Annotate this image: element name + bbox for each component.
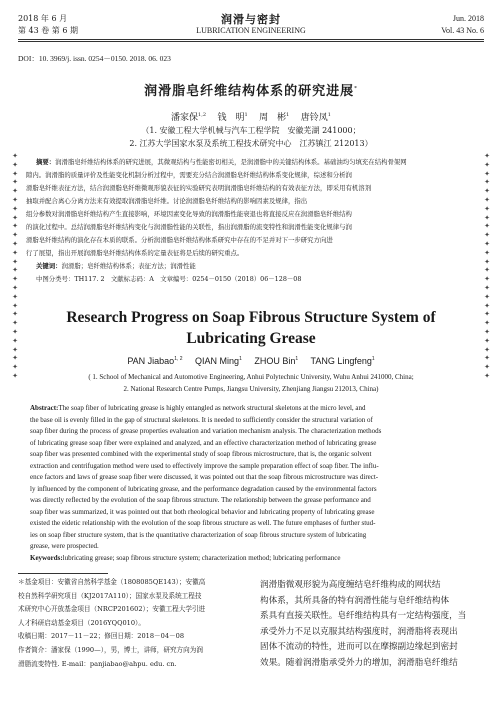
- journal-title-en: LUBRICATION ENGINEERING: [196, 26, 306, 35]
- keywords-cn: [26, 260, 476, 273]
- doi[interactable]: DOI：10. 3969/j. issn. 0254－0150. 2018. 06. 023: [18, 54, 171, 63]
- abstract-cn: [26, 156, 476, 286]
- abstract-en-label: Abstract:: [30, 404, 59, 412]
- abstract-cn-line: 滑脂皂纤维结构的演化存在本质的联系。分析润滑脂皂纤维结构体系研究中存在的不足并对下一步研究方向进: [26, 236, 333, 244]
- abstract-frame-left: ✦ ✦ ✦ ✦ ✦ ✦ ✦ ✦ ✦ ✦ ✦ ✦ ✦ ✦ ✦ ✦ ✦ ✦ ✦ ✦ ✦ ✦ ✦ ✦ ✦ ✦: [12, 152, 18, 380]
- authors-cn: [0, 110, 502, 124]
- abstract-en-line: the base oil is evenly filled in the gap of structural skeletons. It is needed to sufficiently consider the structural variation of: [30, 415, 373, 424]
- abstract-en-line: grease, were prospected.: [30, 542, 99, 550]
- abstract-cn-line: 的演化过程中。总结润滑脂皂纤维结构变化与润滑脂性能的关联性，指出润滑脂的流变特性和润滑性能变化规律与润: [26, 223, 352, 231]
- footnote-line: ＊基金项目：安徽省自然科学基金（1808085QE143）；安徽高: [18, 578, 206, 586]
- footnote-line: 作者简介：潘家保（1990—），男，博士，讲师，研究方向为润: [18, 645, 203, 654]
- keywords-cn-label: 关键词：: [36, 262, 62, 270]
- author: 潘家保: [171, 113, 199, 123]
- abstract-en-line: soap fiber was summarized, it was pointed out that both rheological behavior and lubricating property of lubricating grease: [30, 507, 375, 516]
- author-affil-sup: 1: [295, 356, 299, 362]
- abstract-en-line: soap fiber during the process of grease properties evaluation and variation mechanism analysis. The characterization methods: [30, 427, 382, 435]
- author-affil-sup: 1: [371, 356, 375, 362]
- keywords-en-label: Keywords:: [30, 553, 63, 562]
- article-title-en-2: Lubricating Grease: [186, 330, 316, 347]
- affiliation-en-1: ( 1. School of Mechanical and Automotive Engineering, Anhui Polytechnic University, Wuhu Anhui 241000, China;: [88, 373, 414, 381]
- body-line: 润滑脂微观形貌为高度缠结皂纤维构成的网状结: [260, 580, 441, 590]
- article-title-cn-text: 润滑脂皂纤维结构体系的研究进展: [144, 84, 355, 99]
- affiliation-en-2: 2. National Research Centre Pumps, Jiangsu University, Zhenjiang Jiangsu 212013, China): [123, 385, 379, 393]
- author: 唐铃凤: [300, 113, 328, 123]
- author-affil-sup: 1: [327, 112, 331, 118]
- abstract-en-line: extraction and centrifugation method were used to effectively improve the sample preparation effect of soap fiber. The influ-: [30, 461, 379, 470]
- article-title-en-1: Research Progress on Soap Fibrous Structure System of: [66, 309, 436, 326]
- abstract-en-line: was directly reflected by the evolution of the soap fibrous structure. The relationship between the grease performance and: [30, 496, 371, 504]
- footnote-line[interactable]: 滑脂流变特性. E-mail：panjiabao@ahpu. edu. cn.: [18, 659, 177, 668]
- footnote-line: 术研究中心开放基金项目（NRCP201602）；安徽工程大学引进: [18, 605, 206, 614]
- abstract-en-line: of lubricating grease soap fiber were explained and analyzed, and an effective characterization method of lubricating grease: [30, 438, 377, 447]
- title-footnote-mark: *: [354, 85, 358, 92]
- author-affil-sup: 1,2: [198, 112, 206, 118]
- abstract-cn-line: 滑脂皂纤维表征方法，结合润滑脂皂纤维微观形貌表征的实验研究表明润滑脂皂纤维结构的有效表征方法，即采用有机溶剂: [26, 184, 372, 192]
- abstract-frame-right: ✦ ✦ ✦ ✦ ✦ ✦ ✦ ✦ ✦ ✦ ✦ ✦ ✦ ✦ ✦ ✦ ✦ ✦ ✦ ✦ ✦ ✦ ✦ ✦ ✦ ✦: [484, 152, 490, 380]
- issue-date: 2018 年 6 月: [18, 14, 68, 23]
- body-line: 系具有直接关联性。皂纤维结构具有一定结构强度，当: [260, 611, 467, 621]
- author-en: PAN Jiabao: [127, 356, 175, 366]
- footnote-rule: [18, 573, 108, 574]
- keywords-cn-text: 润滑脂；皂纤维结构体系；表征方法；润滑性能: [61, 262, 196, 270]
- abstract-cn-label: 摘要：: [36, 158, 56, 166]
- author-affil-sup: 1: [286, 112, 290, 118]
- author-en: QIAN Ming: [195, 356, 240, 366]
- affiliation-cn-1: （1. 安徽工程大学机械与汽车工程学院 安徽芜湖 241000；: [141, 126, 361, 135]
- author: 周 彬: [259, 113, 287, 123]
- abstract-en-line: The soap fiber of lubricating grease is highly entangled as network structural skeletons at the micro level, and: [58, 404, 366, 412]
- keywords-en: [30, 553, 480, 565]
- author-affil-sup: 1, 2: [174, 356, 183, 362]
- abstract-cn-line: 润滑脂皂纤维结构体系的研究进展，其微观结构与性能密切相关，是润滑脂中的关键结构体系。基础油均匀填充在结构骨架网: [55, 158, 407, 166]
- journal-title-cn: 润滑与密封: [221, 13, 281, 26]
- abstract-cn-line: 组分参数对润滑脂皂纤维结构产生直接影响，环境因素变化导致的润滑脂性能衰退也将直接反应在润滑脂皂纤维结构: [26, 210, 352, 218]
- body-line: 固体不流动的特性，进而可以在摩擦副边缘起到密封: [260, 642, 458, 652]
- footnote-line: 人才科研启动基金项目（2016YQQ010）。: [18, 618, 145, 627]
- author: 钱 明: [217, 113, 245, 123]
- body-text-right: [260, 578, 484, 671]
- footnote-line: 收稿日期：2017－11－22；修回日期：2018－04－08: [18, 632, 185, 641]
- authors-en: [0, 356, 502, 366]
- abstract-en-line: ence factors and laws of grease soap fiber were discussed, it was pointed out that the soap fibrous microstructure was direct-: [30, 473, 379, 481]
- issue-date-en: Jun. 2018: [452, 14, 484, 23]
- author-en: ZHOU Bin: [254, 356, 296, 366]
- author-affil-sup: 1: [244, 112, 248, 118]
- abstract-cn-line: 隙内。润滑脂的质量评价及性能变化机制分析过程中，需要充分结合润滑脂皂纤维结构体系变化规律，综述和分析润: [26, 171, 352, 179]
- author-affil-sup: 1: [239, 356, 242, 362]
- body-line: 构体系，其所具备的特有润滑性能与皂纤维结构体: [260, 595, 450, 606]
- abstract-en: [30, 403, 480, 564]
- affiliation-cn-2: 2. 江苏大学国家水泵及系统工程技术研究中心 江苏镇江 212013）: [129, 139, 373, 148]
- abstract-cn-line: 抽取并配合离心分离方法来有效提取润滑脂皂纤维。讨论润滑脂皂纤维结构的影响因素及规律，指出: [26, 197, 308, 205]
- abstract-en-line: ly influenced by the component of lubricating grease, and the performance degradation caused by the environmental factors: [30, 484, 377, 493]
- footnote-line: 校自然科学研究项目（KJ2017A110）；国家水泵及系统工程技: [18, 591, 202, 600]
- volume-issue: 第 43 卷 第 6 期: [18, 26, 78, 35]
- abstract-en-line: existed the eidetic relationship with the evolution of the soap fibrous structure as well. The future emphases of further stud-: [30, 519, 376, 527]
- abstract-cn-line: 行了展望，指出开展润滑脂皂纤维结构体系的定量表征将是后续的研究重点。: [26, 249, 244, 257]
- volume-issue-en: Vol. 43 No. 6: [441, 26, 484, 35]
- article-title-cn: [0, 80, 502, 99]
- author-en: TANG Lingfeng: [310, 356, 372, 366]
- body-line: 承受外力不足以克服其结构强度时，润滑脂将表现出: [260, 626, 458, 637]
- abstract-en-line: ies on soap fiber structure system, that is the quantitative characterization of soap fibrous structure system of lubricating: [30, 530, 367, 539]
- keywords-en-text: lubricating grease; soap fibrous structure system; characterization method; lubricating performance: [62, 553, 341, 562]
- abstract-en-line: soap fiber was presented combined with the experimental study of soap fibrous microstructure, that is, the organic solvent: [30, 450, 372, 458]
- header-rule: [18, 39, 484, 40]
- header-rule-2: [18, 41, 484, 42]
- body-line: 效果。随着润滑脂承受外力的增加，润滑脂皂纤维结: [260, 657, 458, 668]
- classification-line: 中图分类号：TH117. 2 文献标志码：A 文章编号：0254－0150（2018）06－128－08: [36, 275, 302, 283]
- footnote: [18, 576, 248, 671]
